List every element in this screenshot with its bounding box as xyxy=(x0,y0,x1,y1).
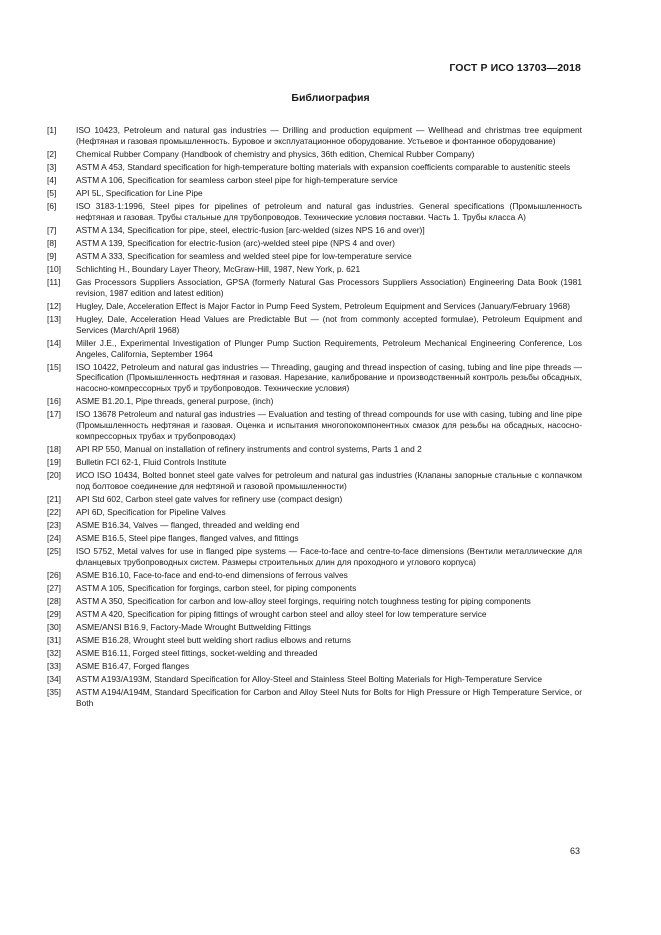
reference-item xyxy=(47,314,582,336)
reference-item xyxy=(47,533,582,544)
reference-text: ASME B16.28, Wrought steel butt welding short radius elbows and returns xyxy=(76,634,351,645)
reference-item xyxy=(47,674,582,685)
reference-number: [32] xyxy=(47,647,61,658)
reference-number: [23] xyxy=(47,520,61,531)
reference-item xyxy=(47,444,582,455)
reference-item xyxy=(47,596,582,607)
reference-number: [3] xyxy=(47,161,57,172)
reference-text: Bulletin FCI 62-1, Fluid Controls Institute xyxy=(76,457,227,468)
reference-item xyxy=(47,520,582,531)
reference-item xyxy=(47,570,582,581)
reference-text: ISO 10422, Petroleum and natural gas industries — Threading, gauging and thread inspection of casing, tubing and line pipe threads — Specification (Промышленность нефтяная и газовая. Нарезание, калибрование и производственный контроль резьбы обсадных, насосно-компрессорных труб и трубопроводов. Технические условия) xyxy=(76,361,582,394)
reference-text: API 5L, Specification for Line Pipe xyxy=(76,187,203,198)
reference-number: [21] xyxy=(47,494,61,505)
reference-number: [20] xyxy=(47,470,61,481)
reference-text: Hugley, Dale, Acceleration Effect is Major Factor in Pump Feed System, Petroleum Equipment and Services (January/February 1968) xyxy=(76,300,571,311)
reference-item xyxy=(47,225,582,236)
reference-text: Miller J.E., Experimental Investigation of Plunger Pump Suction Requirements, Petroleum Mechanical Engineering Conference, Los Angeles, California, September 1964 xyxy=(76,337,582,359)
reference-number: [26] xyxy=(47,569,61,580)
reference-item xyxy=(47,622,582,633)
reference-number: [24] xyxy=(47,533,61,544)
reference-text: API Std 602, Carbon steel gate valves for refinery use (compact design) xyxy=(76,494,343,505)
reference-item xyxy=(47,494,582,505)
document-code: ГОСТ Р ИСО 13703—2018 xyxy=(449,62,581,74)
reference-text: ASTM A194/A194M, Standard Specification for Carbon and Alloy Steel Nuts for Bolts for High Pressure or High Temperature Service, or Both xyxy=(76,686,582,708)
reference-number: [29] xyxy=(47,608,61,619)
reference-text: Gas Processors Suppliers Association, GPSA (formerly Natural Gas Processors Suppliers Association) Engineering Data Book (1981 revision, 1987 edition and latest edition) xyxy=(76,276,582,298)
reference-number: [15] xyxy=(47,361,61,372)
reference-number: [8] xyxy=(47,237,57,248)
reference-number: [14] xyxy=(47,337,61,348)
reference-text: ISO 5752, Metal valves for use in flanged pipe systems — Face-to-face and centre-to-face dimensions (Вентили металлические для фланцевых трубопроводных систем. Размеры строительных длин для проходного и углового корпуса) xyxy=(76,546,582,567)
reference-text: ASME B16.10, Face-to-face and end-to-end dimensions of ferrous valves xyxy=(76,569,348,580)
reference-item xyxy=(47,238,582,249)
reference-item xyxy=(47,125,582,147)
reference-text: ASTM A 350, Specification for carbon and low-alloy steel forgings, requiring notch toughness testing for piping components xyxy=(76,595,531,606)
reference-number: [34] xyxy=(47,673,61,684)
reference-text: ISO 3183-1:1996, Steel pipes for pipelines of petroleum and natural gas industries. General specifications (Промышленность нефтяная и газовая. Трубы стальные для трубопроводов. Технические условия поставки. Часть 1. Трубы класса А) xyxy=(76,200,582,222)
reference-item xyxy=(47,188,582,199)
reference-number: [9] xyxy=(47,250,57,261)
reference-number: [33] xyxy=(47,660,61,671)
reference-number: [1] xyxy=(47,125,57,135)
reference-number: [27] xyxy=(47,582,61,593)
reference-number: [11] xyxy=(47,276,61,287)
reference-number: [6] xyxy=(47,200,57,211)
reference-item xyxy=(47,149,582,160)
reference-text: ASTM A 453, Standard specification for high-temperature bolting materials with expansion coefficients comparable to austenitic steels xyxy=(76,161,571,172)
reference-item xyxy=(47,338,582,360)
reference-item xyxy=(47,277,582,299)
reference-number: [17] xyxy=(47,409,61,420)
reference-text: ASTM A 420, Specification for piping fittings of wrought carbon steel and alloy steel for low temperature service xyxy=(76,608,487,619)
reference-text: ASME B16.5, Steel pipe flanges, flanged valves, and fittings xyxy=(76,533,299,544)
reference-text: ASTM A193/A193M, Standard Specification for Alloy-Steel and Stainless Steel Bolting Materials for High-Temperature Service xyxy=(76,673,542,684)
reference-number: [31] xyxy=(47,634,61,645)
reference-number: [16] xyxy=(47,396,61,407)
reference-item xyxy=(47,162,582,173)
reference-item xyxy=(47,470,582,492)
reference-item xyxy=(47,583,582,594)
reference-item xyxy=(47,648,582,659)
reference-text: ASTM A 333, Specification for seamless and welded steel pipe for low-temperature service xyxy=(76,250,412,261)
reference-item xyxy=(47,264,582,275)
reference-item xyxy=(47,175,582,186)
bibliography-title: Библиография xyxy=(291,92,370,104)
reference-number: [13] xyxy=(47,313,61,324)
reference-item xyxy=(47,251,582,262)
reference-text: ASTM A 134, Specification for pipe, steel, electric-fusion [arc-welded (sizes NPS 16 and over)] xyxy=(76,224,425,235)
reference-item xyxy=(47,546,582,568)
page-number: 63 xyxy=(569,846,580,856)
reference-number: [28] xyxy=(47,595,61,606)
reference-text: Chemical Rubber Company (Handbook of chemistry and physics, 36th edition, Chemical Rubber Company) xyxy=(76,148,475,159)
reference-number: [2] xyxy=(47,148,57,159)
reference-item xyxy=(47,507,582,518)
reference-item xyxy=(47,409,582,442)
reference-item xyxy=(47,457,582,468)
reference-number: [10] xyxy=(47,263,61,274)
reference-text: ИСО ISO 10434, Bolted bonnet steel gate valves for petroleum and natural gas industries (Клапаны запорные стальные с колпачком под болтовое соединение для нефтяной и газовой промышленности) xyxy=(76,470,582,492)
reference-item xyxy=(47,609,582,620)
reference-text: ASME B1.20.1, Pipe threads, general purpose, (inch) xyxy=(76,396,274,407)
reference-item xyxy=(47,362,582,395)
reference-number: [35] xyxy=(47,686,61,697)
reference-text: API RP 550, Manual on installation of refinery instruments and control systems, Parts 1 and 2 xyxy=(76,444,422,455)
reference-text: ASTM A 106, Specification for seamless carbon steel pipe for high-temperature service xyxy=(76,174,398,185)
reference-text: ASTM A 105, Specification for forgings, carbon steel, for piping components xyxy=(76,582,357,593)
reference-number: [18] xyxy=(47,444,61,455)
reference-number: [19] xyxy=(47,457,61,468)
reference-item xyxy=(47,661,582,672)
reference-item xyxy=(47,201,582,223)
reference-number: [30] xyxy=(47,621,61,632)
reference-text: ASME B16.47, Forged flanges xyxy=(76,660,190,671)
reference-item xyxy=(47,396,582,407)
reference-list xyxy=(47,125,582,711)
reference-text: ASME/ANSI B16.9, Factory-Made Wrought Buttwelding Fittings xyxy=(76,621,311,632)
reference-text: ISO 10423, Petroleum and natural gas industries — Drilling and production equipment — Wellhead and christmas tree equipment (Нефтяная и газовая промышленность. Буровое и эксплуатационное оборудование. Устьевое и фонтанное оборудование) xyxy=(76,125,582,146)
reference-text: ASTM A 139, Specification for electric-fusion (arc)-welded steel pipe (NPS 4 and over) xyxy=(76,237,395,248)
reference-text: Hugley, Dale, Acceleration Head Values are Predictable But — (not from commonly accepted formulae), Petroleum Equipment and Services (March/April 1968) xyxy=(76,313,582,335)
reference-text: Schlichting H., Boundary Layer Theory, McGraw-Hill, 1987, New York, p. 621 xyxy=(76,263,361,274)
reference-item xyxy=(47,635,582,646)
reference-item xyxy=(47,687,582,709)
reference-number: [22] xyxy=(47,507,61,518)
reference-text: ASME B16.34, Valves — flanged, threaded and welding end xyxy=(76,520,300,531)
reference-text: API 6D, Specification for Pipeline Valves xyxy=(76,507,226,518)
reference-number: [12] xyxy=(47,300,61,311)
reference-number: [25] xyxy=(47,546,61,557)
reference-number: [7] xyxy=(47,224,57,235)
reference-item xyxy=(47,301,582,312)
reference-text: ISO 13678 Petroleum and natural gas industries — Evaluation and testing of thread compounds for use with casing, tubing and line pipe (Промышленность нефтяная и газовая. Оценка и испытания многопокомпонентных смазок для резьбы на обсадных, насосно-компрессорных трубах и трубопроводах) xyxy=(76,409,582,442)
reference-text: ASME B16.11, Forged steel fittings, socket-welding and threaded xyxy=(76,647,318,658)
reference-number: [4] xyxy=(47,174,57,185)
reference-number: [5] xyxy=(47,187,57,198)
